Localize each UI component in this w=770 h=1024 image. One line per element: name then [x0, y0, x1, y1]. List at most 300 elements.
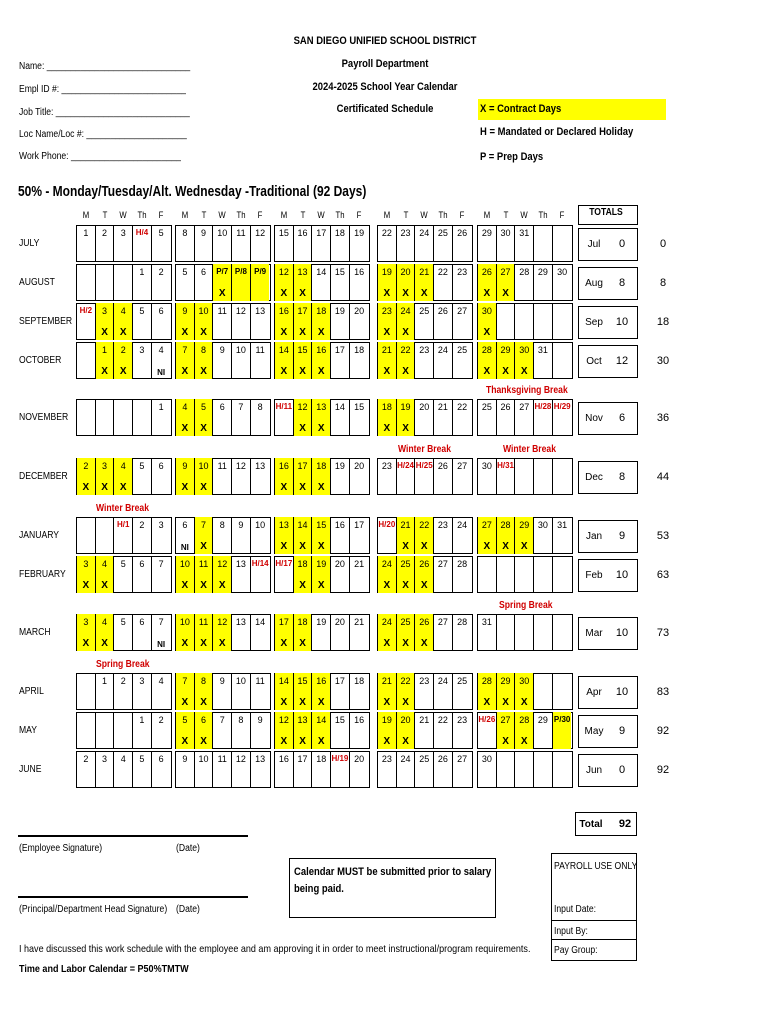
- day-cell[interactable]: [497, 614, 516, 651]
- day-cell[interactable]: [515, 399, 534, 436]
- day-cell[interactable]: [213, 264, 232, 301]
- day-cell[interactable]: [397, 517, 416, 554]
- day-cell[interactable]: [213, 673, 232, 710]
- day-cell[interactable]: [251, 303, 270, 340]
- day-cell[interactable]: [77, 556, 96, 593]
- day-cell[interactable]: [195, 673, 214, 710]
- name-field[interactable]: Name: ______________________________: [19, 61, 191, 72]
- day-cell[interactable]: [152, 517, 171, 554]
- day-cell[interactable]: [176, 264, 195, 301]
- day-cell[interactable]: [275, 556, 294, 593]
- day-cell[interactable]: [331, 264, 350, 301]
- day-cell[interactable]: [294, 458, 313, 495]
- day-cell[interactable]: [96, 342, 115, 379]
- day-cell[interactable]: [378, 751, 397, 788]
- day-cell[interactable]: [497, 264, 516, 301]
- day-cell[interactable]: [397, 673, 416, 710]
- day-cell[interactable]: [312, 399, 331, 436]
- day-cell[interactable]: [434, 342, 453, 379]
- day-cell[interactable]: [553, 225, 572, 262]
- day-cell[interactable]: [350, 712, 369, 749]
- day-cell[interactable]: [434, 751, 453, 788]
- day-cell[interactable]: [213, 342, 232, 379]
- day-cell[interactable]: [312, 342, 331, 379]
- day-cell[interactable]: [294, 303, 313, 340]
- day-cell[interactable]: [77, 264, 96, 301]
- day-cell[interactable]: [415, 303, 434, 340]
- day-cell[interactable]: [152, 264, 171, 301]
- day-cell[interactable]: [331, 342, 350, 379]
- day-cell[interactable]: [453, 751, 472, 788]
- day-cell[interactable]: [133, 556, 152, 593]
- day-cell[interactable]: [515, 517, 534, 554]
- day-cell[interactable]: [378, 303, 397, 340]
- day-cell[interactable]: [195, 751, 214, 788]
- day-cell[interactable]: [195, 517, 214, 554]
- day-cell[interactable]: [312, 517, 331, 554]
- day-cell[interactable]: [251, 517, 270, 554]
- day-cell[interactable]: [497, 673, 516, 710]
- day-cell[interactable]: [275, 264, 294, 301]
- day-cell[interactable]: [397, 225, 416, 262]
- day-cell[interactable]: [497, 458, 516, 495]
- day-cell[interactable]: [213, 225, 232, 262]
- day-cell[interactable]: [453, 556, 472, 593]
- day-cell[interactable]: [114, 458, 133, 495]
- day-cell[interactable]: [553, 614, 572, 651]
- day-cell[interactable]: [152, 399, 171, 436]
- day-cell[interactable]: [553, 458, 572, 495]
- day-cell[interactable]: [434, 614, 453, 651]
- day-cell[interactable]: [275, 712, 294, 749]
- day-cell[interactable]: [195, 614, 214, 651]
- day-cell[interactable]: [114, 342, 133, 379]
- day-cell[interactable]: [453, 458, 472, 495]
- day-cell[interactable]: [114, 264, 133, 301]
- day-cell[interactable]: [275, 614, 294, 651]
- input-date-label[interactable]: Input Date:: [554, 904, 597, 915]
- day-cell[interactable]: [478, 264, 497, 301]
- day-cell[interactable]: [350, 399, 369, 436]
- day-cell[interactable]: [534, 303, 553, 340]
- day-cell[interactable]: [213, 614, 232, 651]
- day-cell[interactable]: [96, 264, 115, 301]
- day-cell[interactable]: [294, 342, 313, 379]
- day-cell[interactable]: [312, 673, 331, 710]
- day-cell[interactable]: [497, 399, 516, 436]
- day-cell[interactable]: [331, 614, 350, 651]
- day-cell[interactable]: [133, 264, 152, 301]
- day-cell[interactable]: [133, 399, 152, 436]
- day-cell[interactable]: [232, 264, 251, 301]
- empl-id-field[interactable]: Empl ID #: __________________________: [19, 84, 186, 95]
- day-cell[interactable]: [478, 517, 497, 554]
- day-cell[interactable]: [294, 673, 313, 710]
- day-cell[interactable]: [312, 225, 331, 262]
- day-cell[interactable]: [294, 556, 313, 593]
- day-cell[interactable]: [114, 399, 133, 436]
- day-cell[interactable]: [515, 673, 534, 710]
- day-cell[interactable]: [534, 264, 553, 301]
- day-cell[interactable]: [312, 458, 331, 495]
- day-cell[interactable]: [350, 303, 369, 340]
- day-cell[interactable]: [350, 556, 369, 593]
- day-cell[interactable]: [453, 517, 472, 554]
- day-cell[interactable]: [497, 712, 516, 749]
- day-cell[interactable]: [415, 399, 434, 436]
- day-cell[interactable]: [515, 303, 534, 340]
- day-cell[interactable]: [415, 458, 434, 495]
- day-cell[interactable]: [77, 614, 96, 651]
- day-cell[interactable]: [232, 673, 251, 710]
- day-cell[interactable]: [397, 458, 416, 495]
- day-cell[interactable]: [553, 303, 572, 340]
- day-cell[interactable]: [152, 458, 171, 495]
- day-cell[interactable]: [415, 556, 434, 593]
- day-cell[interactable]: [195, 303, 214, 340]
- day-cell[interactable]: [96, 225, 115, 262]
- day-cell[interactable]: [275, 458, 294, 495]
- day-cell[interactable]: [213, 399, 232, 436]
- pay-group-label[interactable]: Pay Group:: [554, 945, 598, 956]
- day-cell[interactable]: [312, 303, 331, 340]
- day-cell[interactable]: [96, 517, 115, 554]
- day-cell[interactable]: [77, 517, 96, 554]
- day-cell[interactable]: [378, 399, 397, 436]
- day-cell[interactable]: [232, 712, 251, 749]
- day-cell[interactable]: [397, 712, 416, 749]
- day-cell[interactable]: [415, 751, 434, 788]
- day-cell[interactable]: [176, 673, 195, 710]
- day-cell[interactable]: [176, 712, 195, 749]
- day-cell[interactable]: [350, 264, 369, 301]
- day-cell[interactable]: [415, 614, 434, 651]
- day-cell[interactable]: [96, 458, 115, 495]
- day-cell[interactable]: [133, 225, 152, 262]
- day-cell[interactable]: [152, 614, 171, 651]
- day-cell[interactable]: [350, 225, 369, 262]
- day-cell[interactable]: [114, 712, 133, 749]
- day-cell[interactable]: [114, 751, 133, 788]
- day-cell[interactable]: [152, 751, 171, 788]
- day-cell[interactable]: [378, 517, 397, 554]
- day-cell[interactable]: [275, 399, 294, 436]
- day-cell[interactable]: [133, 458, 152, 495]
- day-cell[interactable]: [397, 342, 416, 379]
- day-cell[interactable]: [312, 614, 331, 651]
- day-cell[interactable]: [232, 458, 251, 495]
- day-cell[interactable]: [312, 751, 331, 788]
- day-cell[interactable]: [96, 614, 115, 651]
- day-cell[interactable]: [553, 556, 572, 593]
- day-cell[interactable]: [515, 751, 534, 788]
- day-cell[interactable]: [195, 399, 214, 436]
- day-cell[interactable]: [152, 556, 171, 593]
- day-cell[interactable]: [114, 673, 133, 710]
- day-cell[interactable]: [251, 712, 270, 749]
- day-cell[interactable]: [251, 673, 270, 710]
- day-cell[interactable]: [515, 712, 534, 749]
- day-cell[interactable]: [478, 712, 497, 749]
- day-cell[interactable]: [331, 712, 350, 749]
- day-cell[interactable]: [195, 458, 214, 495]
- day-cell[interactable]: [534, 673, 553, 710]
- input-by-label[interactable]: Input By:: [554, 926, 588, 937]
- day-cell[interactable]: [176, 614, 195, 651]
- day-cell[interactable]: [415, 673, 434, 710]
- day-cell[interactable]: [497, 303, 516, 340]
- day-cell[interactable]: [195, 225, 214, 262]
- day-cell[interactable]: [213, 556, 232, 593]
- day-cell[interactable]: [434, 303, 453, 340]
- day-cell[interactable]: [453, 264, 472, 301]
- day-cell[interactable]: [195, 712, 214, 749]
- day-cell[interactable]: [251, 225, 270, 262]
- day-cell[interactable]: [434, 458, 453, 495]
- day-cell[interactable]: [331, 399, 350, 436]
- day-cell[interactable]: [294, 751, 313, 788]
- day-cell[interactable]: [378, 556, 397, 593]
- day-cell[interactable]: [232, 517, 251, 554]
- day-cell[interactable]: [114, 556, 133, 593]
- day-cell[interactable]: [453, 399, 472, 436]
- day-cell[interactable]: [213, 458, 232, 495]
- day-cell[interactable]: [378, 712, 397, 749]
- day-cell[interactable]: [331, 303, 350, 340]
- day-cell[interactable]: [397, 751, 416, 788]
- day-cell[interactable]: [553, 342, 572, 379]
- day-cell[interactable]: [515, 614, 534, 651]
- work-phone-field[interactable]: Work Phone: _______________________: [19, 151, 181, 162]
- day-cell[interactable]: [275, 751, 294, 788]
- day-cell[interactable]: [434, 556, 453, 593]
- day-cell[interactable]: [294, 614, 313, 651]
- day-cell[interactable]: [350, 517, 369, 554]
- day-cell[interactable]: [434, 712, 453, 749]
- day-cell[interactable]: [534, 342, 553, 379]
- day-cell[interactable]: [415, 264, 434, 301]
- day-cell[interactable]: [114, 517, 133, 554]
- day-cell[interactable]: [478, 342, 497, 379]
- day-cell[interactable]: [251, 342, 270, 379]
- day-cell[interactable]: [176, 303, 195, 340]
- day-cell[interactable]: [453, 673, 472, 710]
- day-cell[interactable]: [294, 264, 313, 301]
- day-cell[interactable]: [515, 264, 534, 301]
- day-cell[interactable]: [497, 517, 516, 554]
- day-cell[interactable]: [232, 342, 251, 379]
- day-cell[interactable]: [534, 399, 553, 436]
- day-cell[interactable]: [378, 225, 397, 262]
- day-cell[interactable]: [534, 751, 553, 788]
- day-cell[interactable]: [176, 225, 195, 262]
- day-cell[interactable]: [133, 517, 152, 554]
- day-cell[interactable]: [415, 225, 434, 262]
- day-cell[interactable]: [176, 458, 195, 495]
- day-cell[interactable]: [114, 303, 133, 340]
- day-cell[interactable]: [213, 751, 232, 788]
- day-cell[interactable]: [453, 225, 472, 262]
- day-cell[interactable]: [251, 399, 270, 436]
- day-cell[interactable]: [77, 399, 96, 436]
- day-cell[interactable]: [96, 712, 115, 749]
- day-cell[interactable]: [331, 673, 350, 710]
- day-cell[interactable]: [96, 399, 115, 436]
- day-cell[interactable]: [331, 556, 350, 593]
- day-cell[interactable]: [77, 751, 96, 788]
- day-cell[interactable]: [397, 614, 416, 651]
- day-cell[interactable]: [478, 751, 497, 788]
- day-cell[interactable]: [96, 751, 115, 788]
- day-cell[interactable]: [152, 712, 171, 749]
- day-cell[interactable]: [195, 264, 214, 301]
- day-cell[interactable]: [478, 673, 497, 710]
- day-cell[interactable]: [534, 458, 553, 495]
- day-cell[interactable]: [77, 458, 96, 495]
- day-cell[interactable]: [534, 556, 553, 593]
- day-cell[interactable]: [415, 517, 434, 554]
- day-cell[interactable]: [77, 673, 96, 710]
- day-cell[interactable]: [331, 458, 350, 495]
- day-cell[interactable]: [534, 225, 553, 262]
- day-cell[interactable]: [453, 712, 472, 749]
- day-cell[interactable]: [133, 342, 152, 379]
- day-cell[interactable]: [312, 264, 331, 301]
- day-cell[interactable]: [478, 556, 497, 593]
- day-cell[interactable]: [176, 342, 195, 379]
- day-cell[interactable]: [397, 399, 416, 436]
- day-cell[interactable]: [133, 751, 152, 788]
- day-cell[interactable]: [213, 303, 232, 340]
- day-cell[interactable]: [133, 303, 152, 340]
- day-cell[interactable]: [96, 303, 115, 340]
- day-cell[interactable]: [553, 712, 572, 749]
- day-cell[interactable]: [331, 517, 350, 554]
- day-cell[interactable]: [378, 673, 397, 710]
- day-cell[interactable]: [553, 264, 572, 301]
- day-cell[interactable]: [275, 673, 294, 710]
- day-cell[interactable]: [213, 712, 232, 749]
- day-cell[interactable]: [434, 225, 453, 262]
- day-cell[interactable]: [478, 399, 497, 436]
- day-cell[interactable]: [133, 712, 152, 749]
- day-cell[interactable]: [96, 556, 115, 593]
- day-cell[interactable]: [497, 751, 516, 788]
- day-cell[interactable]: [176, 517, 195, 554]
- day-cell[interactable]: [415, 342, 434, 379]
- day-cell[interactable]: [350, 458, 369, 495]
- day-cell[interactable]: [251, 751, 270, 788]
- day-cell[interactable]: [232, 556, 251, 593]
- day-cell[interactable]: [415, 712, 434, 749]
- day-cell[interactable]: [478, 303, 497, 340]
- day-cell[interactable]: [397, 556, 416, 593]
- day-cell[interactable]: [378, 342, 397, 379]
- day-cell[interactable]: [232, 751, 251, 788]
- day-cell[interactable]: [77, 303, 96, 340]
- day-cell[interactable]: [478, 614, 497, 651]
- day-cell[interactable]: [453, 303, 472, 340]
- loc-field[interactable]: Loc Name/Loc #: _____________________: [19, 129, 187, 140]
- day-cell[interactable]: [515, 458, 534, 495]
- day-cell[interactable]: [553, 399, 572, 436]
- day-cell[interactable]: [350, 342, 369, 379]
- day-cell[interactable]: [232, 303, 251, 340]
- day-cell[interactable]: [515, 556, 534, 593]
- day-cell[interactable]: [275, 303, 294, 340]
- day-cell[interactable]: [152, 342, 171, 379]
- day-cell[interactable]: [275, 225, 294, 262]
- day-cell[interactable]: [378, 264, 397, 301]
- day-cell[interactable]: [397, 264, 416, 301]
- day-cell[interactable]: [434, 517, 453, 554]
- day-cell[interactable]: [133, 673, 152, 710]
- day-cell[interactable]: [176, 751, 195, 788]
- day-cell[interactable]: [553, 673, 572, 710]
- day-cell[interactable]: [294, 225, 313, 262]
- day-cell[interactable]: [152, 673, 171, 710]
- day-cell[interactable]: [77, 225, 96, 262]
- day-cell[interactable]: [515, 342, 534, 379]
- day-cell[interactable]: [478, 458, 497, 495]
- day-cell[interactable]: [114, 225, 133, 262]
- day-cell[interactable]: [251, 614, 270, 651]
- day-cell[interactable]: [251, 458, 270, 495]
- day-cell[interactable]: [195, 342, 214, 379]
- day-cell[interactable]: [350, 751, 369, 788]
- day-cell[interactable]: [331, 751, 350, 788]
- day-cell[interactable]: [497, 342, 516, 379]
- day-cell[interactable]: [294, 517, 313, 554]
- day-cell[interactable]: [350, 614, 369, 651]
- day-cell[interactable]: [114, 614, 133, 651]
- day-cell[interactable]: [294, 712, 313, 749]
- day-cell[interactable]: [534, 712, 553, 749]
- day-cell[interactable]: [331, 225, 350, 262]
- day-cell[interactable]: [77, 712, 96, 749]
- day-cell[interactable]: [553, 517, 572, 554]
- day-cell[interactable]: [515, 225, 534, 262]
- day-cell[interactable]: [453, 342, 472, 379]
- day-cell[interactable]: [497, 225, 516, 262]
- day-cell[interactable]: [378, 458, 397, 495]
- day-cell[interactable]: [434, 264, 453, 301]
- day-cell[interactable]: [275, 517, 294, 554]
- day-cell[interactable]: [294, 399, 313, 436]
- day-cell[interactable]: [251, 556, 270, 593]
- day-cell[interactable]: [152, 303, 171, 340]
- day-cell[interactable]: [232, 225, 251, 262]
- day-cell[interactable]: [378, 614, 397, 651]
- day-cell[interactable]: [213, 517, 232, 554]
- day-cell[interactable]: [312, 556, 331, 593]
- day-cell[interactable]: [195, 556, 214, 593]
- day-cell[interactable]: [553, 751, 572, 788]
- day-cell[interactable]: [478, 225, 497, 262]
- day-cell[interactable]: [251, 264, 270, 301]
- day-cell[interactable]: [232, 399, 251, 436]
- day-cell[interactable]: [534, 517, 553, 554]
- day-cell[interactable]: [176, 399, 195, 436]
- day-cell[interactable]: [453, 614, 472, 651]
- day-cell[interactable]: [275, 342, 294, 379]
- day-cell[interactable]: [312, 712, 331, 749]
- job-title-field[interactable]: Job Title: ____________________________: [19, 107, 190, 118]
- day-cell[interactable]: [534, 614, 553, 651]
- day-cell[interactable]: [232, 614, 251, 651]
- day-cell[interactable]: [434, 399, 453, 436]
- day-cell[interactable]: [133, 614, 152, 651]
